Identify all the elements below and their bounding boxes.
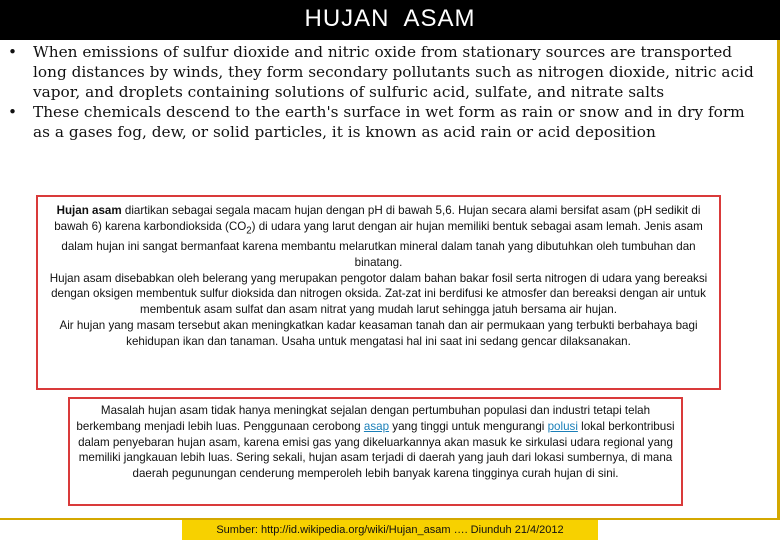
problem-text-part3: lokal berkontribusi dalam penyebaran hujan asam, karena emisi gas yang dikeluarkannya akan masuk ke sirkulasi udara regional yang memiliki jangkauan lebih luas. Sering sekali, hujan asam terjadi di daerah yang jauh dari lokasi sumbernya, di mana daerah pegunungan cenderung memperoleh lebih banyak karena tingginya curah hujan di sini. (78, 419, 675, 481)
source-citation: Sumber: http://id.wikipedia.org/wiki/Hujan_asam …. Diunduh 21/4/2012 (182, 520, 598, 540)
cause-paragraph: Hujan asam disebabkan oleh belerang yang merupakan pengotor dalam bahan bakar fosil serta nitrogen di udara yang bereaksi dengan oksigen membentuk sulfur dioksida dan nitrogen oksida. Zat-zat ini berdifusi ke atmosfer dan bereaksi dengan air untuk membentuk asam sulfat dan asam nitrat yang mudah larut sehingga jatuh bersama air hujan. (49, 271, 708, 317)
effect-paragraph: Air hujan yang masam tersebut akan meningkatkan kadar keasaman tanah dan air permukaan yang terbukti berbahaya bagi kehidupan ikan dan tanaman. Usaha untuk mengatasi hal ini saat ini sedang gencar dilaksanakan. (59, 318, 698, 348)
bullet-item-2 (0, 102, 780, 142)
term-hujan-asam: Hujan asam (56, 204, 122, 217)
problem-text-part2: yang tinggi untuk mengurangi (389, 419, 548, 433)
problem-text-part1: Masalah hujan asam tidak hanya meningkat sejalan dengan pertumbuhan populasi dan industri tetapi telah berkembang menjadi lebih luas. Penggunaan cerobong (76, 404, 651, 433)
definition-box (36, 195, 721, 390)
slide-title: HUJAN ASAM (304, 5, 476, 32)
link-polusi[interactable]: polusi (547, 419, 578, 433)
definition-paragraph (44, 203, 713, 271)
problem-paragraph (76, 403, 675, 482)
bullet-dot-icon: • (8, 103, 18, 121)
definition-text-part2: ) di udara yang larut dengan air hujan memiliki bentuk sebagai asam lemah. Jenis asam dalam hujan ini sangat bermanfaat karena membantu melarutkan mineral dalam tanah yang dibutuhkan oleh tumbuhan dan binatang. (61, 219, 703, 269)
co2-subscript: 2 (246, 225, 252, 237)
link-asap[interactable]: asap (363, 419, 390, 433)
bullet-text-1: When emissions of sulfur dioxide and nitric oxide from stationary sources are transported long distances by winds, they form secondary pollutants such as nitrogen dioxide, nitric acid vapor, and droplets containing solutions of sulfuric acid, sulfate, and nitrate salts (33, 43, 754, 101)
bullet-dot-icon: • (8, 43, 18, 61)
bullet-list (0, 42, 780, 142)
definition-text-part1: diartikan sebagai segala macam hujan dengan pH di bawah 5,6. Hujan secara alami bersifat asam (pH sedikit di bawah 6) karena karbondioksida (CO (54, 204, 701, 233)
problem-box (68, 397, 683, 506)
bullet-item-1 (0, 42, 780, 102)
bullet-text-2: These chemicals descend to the earth's surface in wet form as rain or snow and in dry form as a gases fog, dew, or solid particles, it is known as acid rain or acid deposition (33, 103, 745, 141)
